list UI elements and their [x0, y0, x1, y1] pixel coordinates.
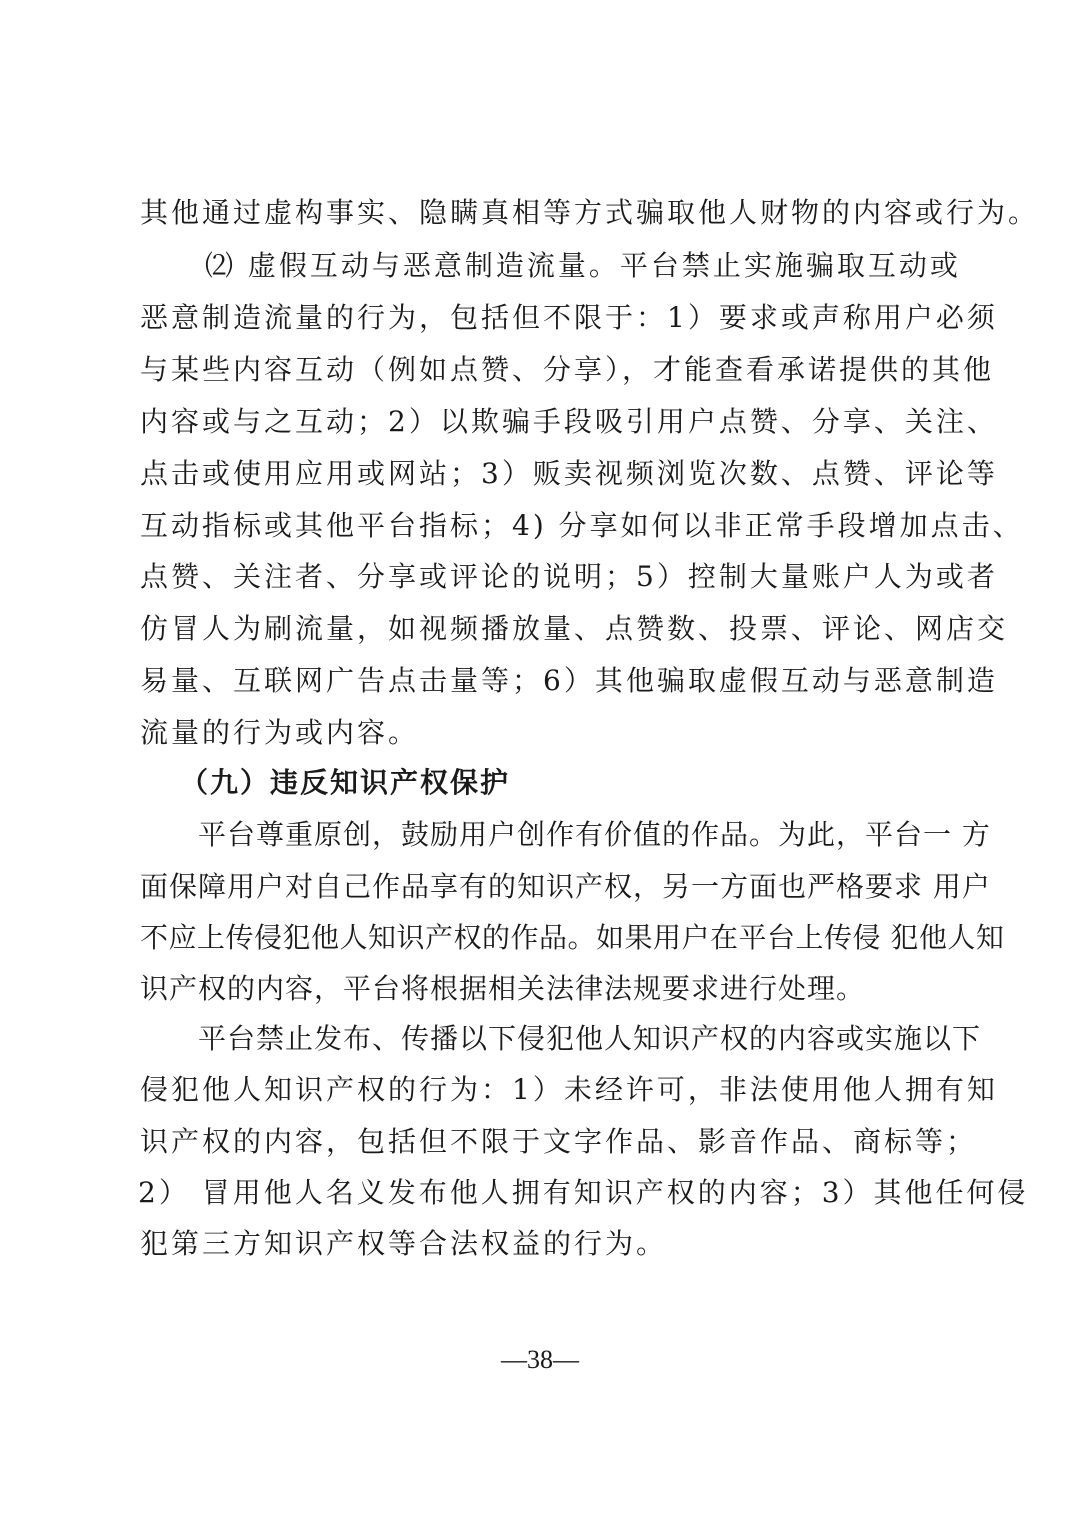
text-line: 与某些内容互动（例如点赞、分享），才能查看承诺提供的其他 [140, 353, 995, 386]
text-line: 仿冒人为刷流量，如视频播放量、点赞数、投票、评论、网店交 [140, 612, 1009, 645]
text-line: 不应上传侵犯他人知识产权的作品。如果用户在平台上传侵 犯他人知 [140, 921, 1005, 954]
text-line: 流量的行为或内容。 [140, 716, 420, 749]
section-heading: （九）违反知识产权保护 [180, 766, 511, 799]
text-line: 内容或与之互动；2）以欺骗手段吸引用户点赞、分享、关注、 [140, 405, 998, 438]
text-line: ⑵ 虚假互动与恶意制造流量。平台禁止实施骗取互动或 [205, 249, 961, 282]
text-line: 平台禁止发布、传播以下侵犯他人知识产权的内容或实施以下 [198, 1022, 982, 1055]
text-line: 识产权的内容，包括但不限于文字作品、影音作品、商标等； [140, 1125, 978, 1158]
text-line: 互动指标或其他平台指标；4) 分享如何以非正常手段增加点击、 [140, 509, 1024, 542]
text-line: 其他通过虚构事实、隐瞒真相等方式骗取他人财物的内容或行为。 [140, 196, 1040, 229]
text-line: 易量、互联网广告点击量等；6）其他骗取虚假互动与恶意制造 [140, 664, 998, 697]
text-line: 点赞、关注者、分享或评论的说明；5）控制大量账户人为或者 [140, 560, 998, 593]
text-line: 点击或使用应用或网站；3）贩卖视频浏览次数、点赞、评论等 [140, 457, 998, 490]
text-line: 2） 冒用他人名义发布他人拥有知识产权的内容；3）其他任何侵 [138, 1176, 1029, 1209]
text-line: 恶意制造流量的行为，包括但不限于：1）要求或声称用户必须 [140, 301, 998, 334]
text-line: 犯第三方知识产权等合法权益的行为。 [140, 1227, 668, 1260]
text-line: 平台尊重原创，鼓励用户创作有价值的作品。为此，平台一 方 [198, 818, 991, 851]
text-line: 侵犯他人知识产权的行为：1）未经许可，非法使用他人拥有知 [140, 1073, 998, 1106]
page-number: —38— [501, 1345, 579, 1374]
text-line: 识产权的内容，平台将根据相关法律法规要求进行处理。 [140, 972, 866, 1005]
text-line: 面保障用户对自己作品享有的知识产权，另一方面也严格要求 用户 [140, 870, 991, 903]
